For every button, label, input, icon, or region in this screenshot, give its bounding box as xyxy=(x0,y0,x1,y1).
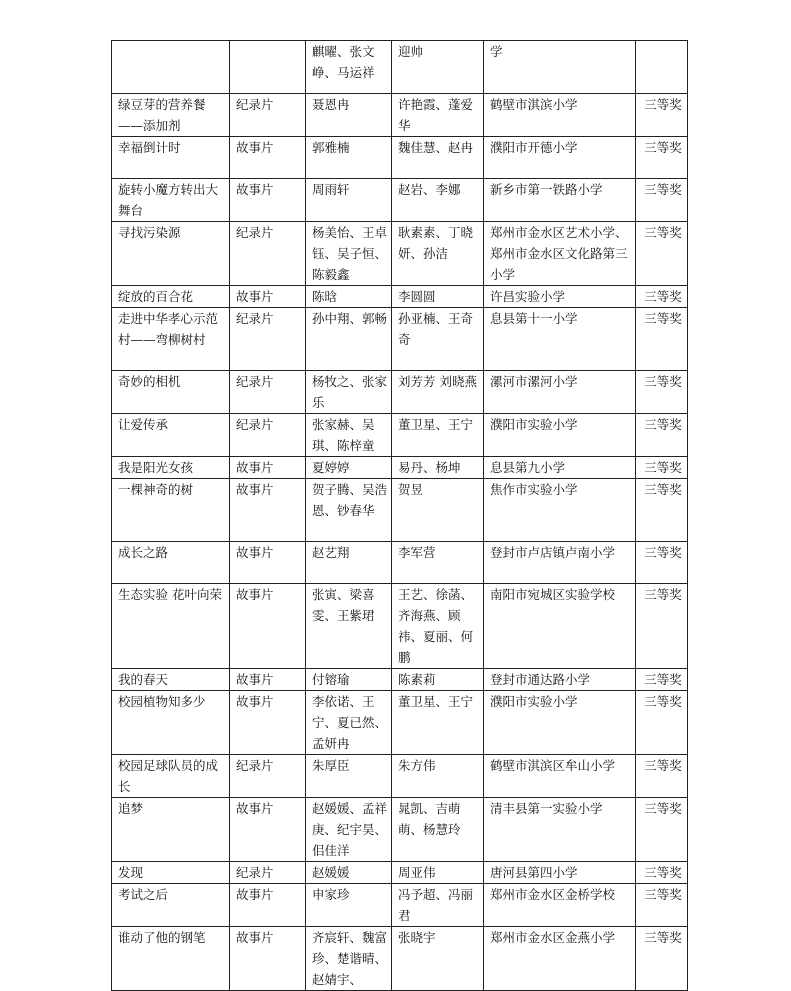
table-row xyxy=(112,584,688,669)
award-cell: 三等奖 xyxy=(636,669,688,691)
student-names-cell: 杨美怡、王卓钰、吴子恒、陈毅鑫 xyxy=(306,222,392,286)
student-names-cell: 杨牧之、张家乐 xyxy=(306,371,392,414)
teacher-names-cell: 冯予超、冯丽君 xyxy=(392,884,484,927)
table-row xyxy=(112,755,688,798)
student-names-cell: 张家赫、吴琪、陈梓童 xyxy=(306,414,392,457)
award-cell: 三等奖 xyxy=(636,479,688,542)
award-cell: 三等奖 xyxy=(636,691,688,755)
teacher-names-cell: 陈素莉 xyxy=(392,669,484,691)
work-title-cell: 幸福倒计时 xyxy=(112,137,230,179)
table-row xyxy=(112,414,688,457)
award-cell: 三等奖 xyxy=(636,884,688,927)
work-title-cell: 生态实验 花叶向荣 xyxy=(112,584,230,669)
film-type-cell: 故事片 xyxy=(230,479,306,542)
work-title-cell: 校园足球队员的成长 xyxy=(112,755,230,798)
film-type-cell: 故事片 xyxy=(230,542,306,584)
teacher-names-cell: 迎帅 xyxy=(392,41,484,94)
work-title-cell: 发现 xyxy=(112,862,230,884)
work-title-cell: 绽放的百合花 xyxy=(112,286,230,308)
work-title-cell: 一棵神奇的树 xyxy=(112,479,230,542)
school-cell: 焦作市实验小学 xyxy=(484,479,636,542)
table-row xyxy=(112,371,688,414)
student-names-cell: 孙中翔、郭畅 xyxy=(306,308,392,371)
award-cell: 三等奖 xyxy=(636,371,688,414)
student-names-cell: 齐宸轩、魏富珍、楚谐晴、赵婧宇、 xyxy=(306,927,392,991)
awards-table-body xyxy=(112,41,688,991)
table-row xyxy=(112,927,688,991)
film-type-cell: 纪录片 xyxy=(230,862,306,884)
teacher-names-cell: 董卫星、王宁 xyxy=(392,691,484,755)
film-type-cell: 故事片 xyxy=(230,286,306,308)
award-cell: 三等奖 xyxy=(636,222,688,286)
teacher-names-cell: 王艺、徐菡、齐海燕、顾祎、夏丽、何鹏 xyxy=(392,584,484,669)
work-title-cell: 旋转小魔方转出大舞台 xyxy=(112,179,230,222)
teacher-names-cell: 魏佳慧、赵冉 xyxy=(392,137,484,179)
table-row xyxy=(112,862,688,884)
teacher-names-cell: 赵岩、李娜 xyxy=(392,179,484,222)
table-row xyxy=(112,457,688,479)
school-cell: 息县第十一小学 xyxy=(484,308,636,371)
teacher-names-cell: 易丹、杨坤 xyxy=(392,457,484,479)
award-cell: 三等奖 xyxy=(636,542,688,584)
award-cell: 三等奖 xyxy=(636,927,688,991)
table-row xyxy=(112,137,688,179)
film-type-cell: 纪录片 xyxy=(230,755,306,798)
table-row xyxy=(112,798,688,862)
school-cell: 濮阳市开德小学 xyxy=(484,137,636,179)
student-names-cell: 周雨轩 xyxy=(306,179,392,222)
film-type-cell: 故事片 xyxy=(230,179,306,222)
teacher-names-cell: 晁凯、吉萌萌、杨慧玲 xyxy=(392,798,484,862)
work-title-cell: 绿豆芽的营养餐——添加剂 xyxy=(112,94,230,137)
teacher-names-cell: 孙亚楠、王奇奇 xyxy=(392,308,484,371)
award-cell: 三等奖 xyxy=(636,862,688,884)
work-title-cell: 寻找污染源 xyxy=(112,222,230,286)
school-cell: 郑州市金水区金燕小学 xyxy=(484,927,636,991)
teacher-names-cell: 刘芳芳 刘晓燕 xyxy=(392,371,484,414)
student-names-cell: 贺子腾、吴浩恩、钞春华 xyxy=(306,479,392,542)
student-names-cell: 郭雅楠 xyxy=(306,137,392,179)
table-row xyxy=(112,479,688,542)
school-cell: 新乡市第一铁路小学 xyxy=(484,179,636,222)
film-type-cell xyxy=(230,41,306,94)
table-row xyxy=(112,669,688,691)
school-cell: 鹤壁市淇滨小学 xyxy=(484,94,636,137)
school-cell: 郑州市金水区金桥学校 xyxy=(484,884,636,927)
work-title-cell xyxy=(112,41,230,94)
work-title-cell: 让爱传承 xyxy=(112,414,230,457)
film-type-cell: 故事片 xyxy=(230,927,306,991)
school-cell: 濮阳市实验小学 xyxy=(484,414,636,457)
work-title-cell: 我的春天 xyxy=(112,669,230,691)
school-cell: 许昌实验小学 xyxy=(484,286,636,308)
student-names-cell: 赵媛媛、孟祥庚、纪宇昊、佀佳洋 xyxy=(306,798,392,862)
work-title-cell: 奇妙的相机 xyxy=(112,371,230,414)
teacher-names-cell: 朱方伟 xyxy=(392,755,484,798)
student-names-cell: 朱厚臣 xyxy=(306,755,392,798)
award-cell: 三等奖 xyxy=(636,179,688,222)
film-type-cell: 纪录片 xyxy=(230,94,306,137)
film-type-cell: 纪录片 xyxy=(230,308,306,371)
film-type-cell: 故事片 xyxy=(230,691,306,755)
teacher-names-cell: 许艳霞、蓬爱华 xyxy=(392,94,484,137)
award-cell xyxy=(636,41,688,94)
school-cell: 濮阳市实验小学 xyxy=(484,691,636,755)
student-names-cell: 张寅、梁喜雯、王紫珺 xyxy=(306,584,392,669)
teacher-names-cell: 董卫星、王宁 xyxy=(392,414,484,457)
work-title-cell: 谁动了他的钢笔 xyxy=(112,927,230,991)
school-cell: 唐河县第四小学 xyxy=(484,862,636,884)
school-cell: 南阳市宛城区实验学校 xyxy=(484,584,636,669)
film-type-cell: 故事片 xyxy=(230,137,306,179)
award-cell: 三等奖 xyxy=(636,286,688,308)
student-names-cell: 聂恩冉 xyxy=(306,94,392,137)
student-names-cell: 申家珍 xyxy=(306,884,392,927)
student-names-cell: 陈晗 xyxy=(306,286,392,308)
teacher-names-cell: 张晓宇 xyxy=(392,927,484,991)
table-row xyxy=(112,691,688,755)
table-row xyxy=(112,179,688,222)
table-row xyxy=(112,542,688,584)
teacher-names-cell: 贺昱 xyxy=(392,479,484,542)
film-type-cell: 故事片 xyxy=(230,457,306,479)
film-type-cell: 故事片 xyxy=(230,798,306,862)
award-cell: 三等奖 xyxy=(636,798,688,862)
award-cell: 三等奖 xyxy=(636,137,688,179)
award-cell: 三等奖 xyxy=(636,755,688,798)
teacher-names-cell: 周亚伟 xyxy=(392,862,484,884)
school-cell: 登封市通达路小学 xyxy=(484,669,636,691)
work-title-cell: 追梦 xyxy=(112,798,230,862)
table-row xyxy=(112,286,688,308)
school-cell: 清丰县第一实验小学 xyxy=(484,798,636,862)
school-cell: 郑州市金水区艺术小学、郑州市金水区文化路第三小学 xyxy=(484,222,636,286)
film-type-cell: 故事片 xyxy=(230,669,306,691)
student-names-cell: 麒曜、张文峥、马运祥 xyxy=(306,41,392,94)
award-cell: 三等奖 xyxy=(636,584,688,669)
film-type-cell: 故事片 xyxy=(230,884,306,927)
award-cell: 三等奖 xyxy=(636,414,688,457)
student-names-cell: 赵艺翔 xyxy=(306,542,392,584)
awards-table xyxy=(111,40,688,991)
school-cell: 鹤壁市淇滨区牟山小学 xyxy=(484,755,636,798)
student-names-cell: 赵媛媛 xyxy=(306,862,392,884)
table-row xyxy=(112,94,688,137)
award-cell: 三等奖 xyxy=(636,308,688,371)
film-type-cell: 纪录片 xyxy=(230,222,306,286)
student-names-cell: 付镕瑜 xyxy=(306,669,392,691)
table-row xyxy=(112,884,688,927)
student-names-cell: 夏婷婷 xyxy=(306,457,392,479)
table-row xyxy=(112,222,688,286)
school-cell: 登封市卢店镇卢南小学 xyxy=(484,542,636,584)
table-row xyxy=(112,308,688,371)
work-title-cell: 考试之后 xyxy=(112,884,230,927)
work-title-cell: 成长之路 xyxy=(112,542,230,584)
school-cell: 息县第九小学 xyxy=(484,457,636,479)
work-title-cell: 我是阳光女孩 xyxy=(112,457,230,479)
work-title-cell: 校园植物知多少 xyxy=(112,691,230,755)
award-cell: 三等奖 xyxy=(636,457,688,479)
film-type-cell: 纪录片 xyxy=(230,414,306,457)
teacher-names-cell: 耿素素、丁晓妍、孙洁 xyxy=(392,222,484,286)
school-cell: 学 xyxy=(484,41,636,94)
school-cell: 漯河市漯河小学 xyxy=(484,371,636,414)
table-row xyxy=(112,41,688,94)
teacher-names-cell: 李圆圆 xyxy=(392,286,484,308)
student-names-cell: 李依诺、王宁、夏已然、孟妍冉 xyxy=(306,691,392,755)
film-type-cell: 故事片 xyxy=(230,584,306,669)
work-title-cell: 走进中华孝心示范村——弯柳树村 xyxy=(112,308,230,371)
film-type-cell: 纪录片 xyxy=(230,371,306,414)
teacher-names-cell: 李军营 xyxy=(392,542,484,584)
award-cell: 三等奖 xyxy=(636,94,688,137)
